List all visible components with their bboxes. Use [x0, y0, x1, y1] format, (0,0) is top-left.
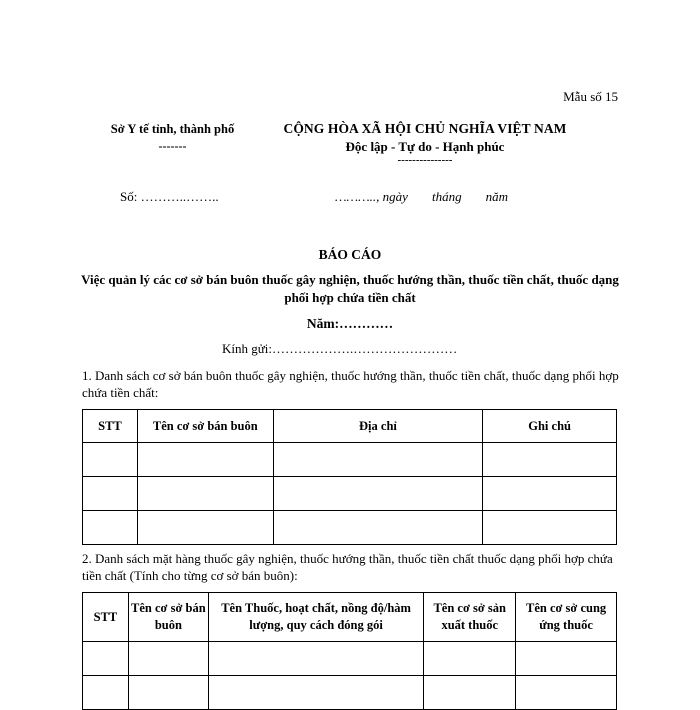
table-row	[83, 511, 617, 545]
nation-title: CỘNG HÒA XÃ HỘI CHỦ NGHĨA VIỆT NAM	[283, 121, 567, 136]
table-cell	[273, 477, 483, 511]
motto-divider: ---------------	[397, 154, 453, 166]
table-row	[83, 642, 617, 676]
table-cell	[273, 511, 483, 545]
column-header: STT	[83, 593, 129, 642]
date-line	[335, 189, 508, 205]
table-row	[83, 443, 617, 477]
column-header: Tên cơ sở bán buôn	[128, 593, 208, 642]
table-cell	[83, 676, 129, 710]
department-block	[80, 122, 265, 154]
report-subtitle: Việc quản lý các cơ sở bán buôn thuốc gây nghiện, thuốc hướng thần, thuốc tiền chất, thuốc dạng phối hợp chứa tiền chất	[81, 272, 619, 305]
table-row	[83, 477, 617, 511]
recipient-line: Kính gửi:……………….……………………	[222, 341, 458, 356]
table-cell	[83, 511, 138, 545]
date-month: tháng	[431, 189, 462, 204]
column-header: Địa chỉ	[273, 410, 483, 443]
table-cell	[208, 642, 424, 676]
report-year: Năm:…………	[306, 316, 394, 331]
table-cell	[137, 443, 273, 477]
department-name: Sở Y tế tỉnh, thành phố	[110, 122, 235, 136]
table-cell	[83, 477, 138, 511]
department-divider: -------	[158, 139, 187, 153]
date-year: năm	[485, 189, 508, 204]
document-number: Số: ………..……..	[120, 189, 219, 204]
table-cell	[83, 443, 138, 477]
form-number: Mẫu số 15	[563, 89, 618, 104]
wholesaler-table	[82, 409, 617, 545]
column-header: Tên cơ sở cung ứng thuốc	[516, 593, 617, 642]
table-cell	[424, 676, 516, 710]
table-row	[83, 676, 617, 710]
report-title: BÁO CÁO	[318, 247, 382, 262]
table-cell	[516, 676, 617, 710]
national-header	[260, 121, 590, 166]
table-header-row	[83, 593, 617, 642]
section2-heading: 2. Danh sách mặt hàng thuốc gây nghiện, thuốc hướng thần, thuốc tiền chất thuốc dạng phối hợp chứa tiền chất (Tính cho từng cơ sở bán buôn):	[82, 551, 613, 583]
table-cell	[128, 676, 208, 710]
column-header: STT	[83, 410, 138, 443]
column-header: Tên Thuốc, hoạt chất, nồng độ/hàm lượng, quy cách đóng gói	[208, 593, 424, 642]
drug-list-table	[82, 592, 617, 710]
table-header-row	[83, 410, 617, 443]
table-cell	[137, 511, 273, 545]
table-cell	[516, 642, 617, 676]
table-cell	[137, 477, 273, 511]
nation-motto: Độc lập - Tự do - Hạnh phúc	[345, 139, 505, 154]
table-cell	[128, 642, 208, 676]
column-header: Ghi chú	[483, 410, 617, 443]
table-cell	[208, 676, 424, 710]
column-header: Tên cơ sở sản xuất thuốc	[424, 593, 516, 642]
date-place: ……….., ngày	[335, 189, 408, 204]
section1-heading: 1. Danh sách cơ sở bán buôn thuốc gây nghiện, thuốc hướng thần, thuốc tiền chất, thuốc dạng phối hợp chứa tiền chất:	[82, 368, 619, 400]
table-cell	[83, 642, 129, 676]
table-cell	[273, 443, 483, 477]
table-cell	[483, 443, 617, 477]
column-header: Tên cơ sở bán buôn	[137, 410, 273, 443]
table-cell	[483, 511, 617, 545]
table-cell	[483, 477, 617, 511]
table-cell	[424, 642, 516, 676]
